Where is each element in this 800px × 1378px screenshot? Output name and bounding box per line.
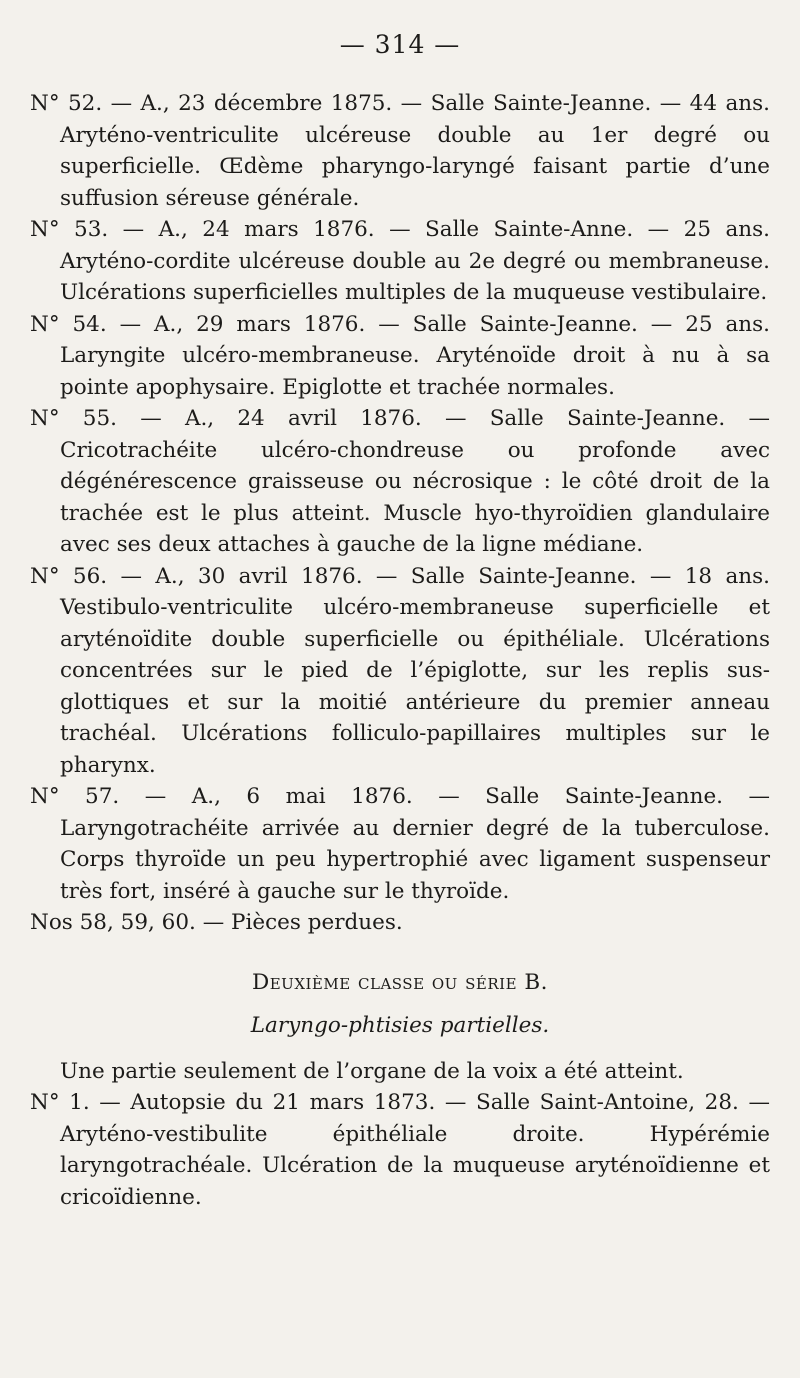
entry-54: N° 54. — A., 29 mars 1876. — Salle Sainte-Jeanne. — 25 ans. Laryngite ulcéro-membraneuse. Aryténoïde droit à nu à sa pointe apophysaire. Epiglotte et trachée normales.: [30, 311, 770, 400]
page-number: — 314 —: [339, 30, 461, 59]
entry-b-1: N° 1. — Autopsie du 21 mars 1873. — Salle Saint-Antoine, 28. — Aryténo-vestibulite épithéliale droite. Hypérémie laryngotrachéale. Ulcération de la muqueuse aryténoïdienne et cricoïdienne.: [30, 1090, 770, 1210]
entry-57: N° 57. — A., 6 mai 1876. — Salle Sainte-Jeanne. — Laryngotrachéite arrivée au dernier degré de la tuberculose. Corps thyroïde un peu hypertrophié avec ligament suspenseur très fort, inséré à gauche sur le thyroïde.: [30, 784, 770, 904]
section-title-prefix: Deuxième classe ou série: [251, 969, 518, 995]
entry-52: N° 52. — A., 23 décembre 1875. — Salle Sainte-Jeanne. — 44 ans. Aryténo-ventriculite ulcéreuse double au 1er degré ou superficielle. Œdème pharyngo-laryngé faisant partie d’une suffusion séreuse générale.: [30, 91, 770, 211]
entry-58-60: Nos 58, 59, 60. — Pièces perdues.: [30, 910, 403, 935]
section-subtitle: Laryngo-phtisies partielles.: [250, 1013, 550, 1038]
entry-53: N° 53. — A., 24 mars 1876. — Salle Sainte-Anne. — 25 ans. Aryténo-cordite ulcéreuse double au 2e degré ou membraneuse. Ulcérations superficielles multiples de la muqueuse vestibulaire.: [30, 217, 770, 305]
entry-56: N° 56. — A., 30 avril 1876. — Salle Sainte-Jeanne. — 18 ans. Vestibulo-ventriculite ulcéro-membraneuse superficielle et aryténoïdite double superficielle ou épithéliale. Ulcérations concentrées sur le pied de l’épiglotte, sur les replis sus-glottiques et sur la moitié antérieure du premier anneau trachéal. Ulcérations folliculo-papillaires multiples sur le pharynx.: [30, 563, 770, 778]
section-title: [30, 967, 770, 999]
section-intro: Une partie seulement de l’organe de la voix a été atteint.: [60, 1058, 684, 1084]
entry-55: N° 55. — A., 24 avril 1876. — Salle Sainte-Jeanne. — Cricotrachéite ulcéro-chondreuse ou profonde avec dégénérescence graisseuse ou nécrosique : le côté droit de la trachée est le plus atteint. Muscle hyo-thyroïdien glandulaire avec ses deux attaches à gauche de la ligne médiane.: [30, 406, 770, 557]
section-title-letter: B.: [524, 969, 549, 995]
body-text: [30, 88, 770, 1213]
